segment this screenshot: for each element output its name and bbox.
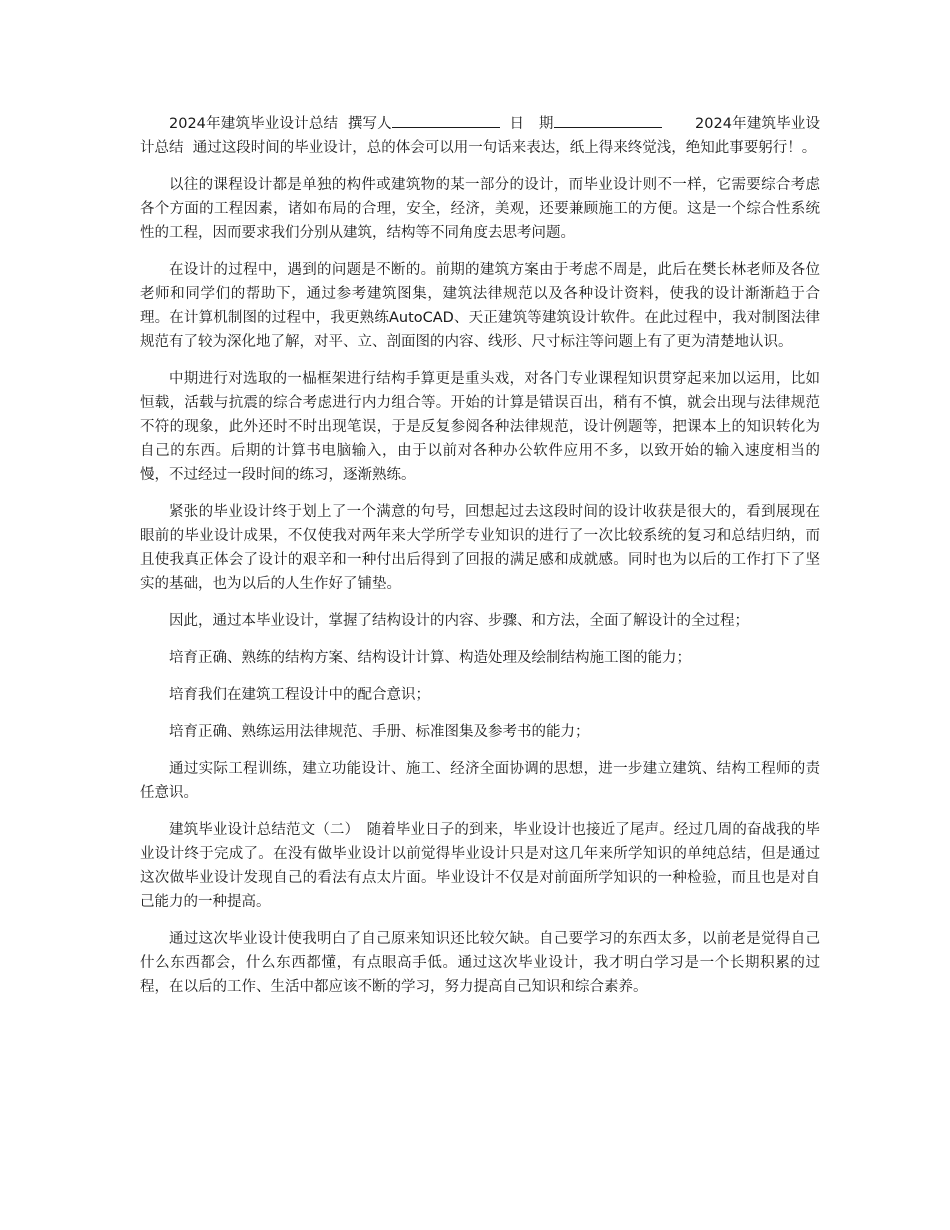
date-label: 日 期 bbox=[509, 116, 554, 132]
author-blank bbox=[392, 113, 500, 128]
body-paragraph: 以往的课程设计都是单独的构件或建筑物的某一部分的设计，而毕业设计则不一样，它需要综合考虑各个方面的工程因素，诸如布局的合理，安全，经济，美观，还要兼顾施工的方便。这是一个综合性系统性的工程，因而要求我们分别从建筑，结构等不同角度去思考问题。 bbox=[140, 177, 820, 241]
body-paragraph: 建筑毕业设计总结范文（二） 随着毕业日子的到来，毕业设计也接近了尾声。经过几周的奋战我的毕业设计终于完成了。在没有做毕业设计以前觉得毕业设计只是对这几年来所学知识的单纯总结，但是通过这次做毕业设计发现自己的看法有点太片面。毕业设计不仅是对前面所学知识的一种检验，而且也是对自己能力的一种提高。 bbox=[140, 822, 820, 910]
intro-text: 通过这段时间的毕业设计，总的体会可以用一句话来表达，纸上得来终觉浅，绝知此事要躬行！。 bbox=[192, 140, 817, 156]
body-paragraph: 因此，通过本毕业设计，掌握了结构设计的内容、步骤、和方法，全面了解设计的全过程； bbox=[169, 613, 749, 629]
author-label: 撰写人 bbox=[347, 116, 392, 132]
body-paragraph: 紧张的毕业设计终于划上了一个满意的句号，回想起过去这段时间的设计收获是很大的，看到展现在眼前的毕业设计成果，不仅使我对两年来大学所学专业知识的进行了一次比较系统的复习和总结归纳，而且使我真正体会了设计的艰辛和一种付出后得到了回报的满足感和成就感。同时也为以后的工作打下了坚实的基础，也为以后的人生作好了铺垫。 bbox=[140, 504, 820, 592]
document-title-repeat: 2024年建筑毕业设计总结 bbox=[140, 116, 821, 156]
header-paragraph bbox=[140, 112, 820, 160]
body-paragraph: 通过实际工程训练，建立功能设计、施工、经济全面协调的思想，进一步建立建筑、结构工程师的责任意识。 bbox=[140, 761, 820, 801]
document-title: 2024年建筑毕业设计总结 bbox=[169, 116, 339, 132]
body-paragraph: 培育我们在建筑工程设计中的配合意识； bbox=[169, 687, 430, 703]
body-paragraph: 通过这次毕业设计使我明白了自己原来知识还比较欠缺。自己要学习的东西太多，以前老是觉得自己什么东西都会，什么东西都懂，有点眼高手低。通过这次毕业设计，我才明白学习是一个长期积累的过程，在以后的工作、生活中都应该不断的学习，努力提高自己知识和综合素养。 bbox=[140, 931, 820, 995]
body-paragraph: 培育正确、熟练运用法律规范、手册、标准图集及参考书的能力； bbox=[169, 724, 590, 740]
body-paragraph: 培育正确、熟练的结构方案、结构设计计算、构造处理及绘制结构施工图的能力； bbox=[169, 650, 691, 666]
body-paragraph: 在设计的过程中，遇到的问题是不断的。前期的建筑方案由于考虑不周是，此后在樊长林老师及各位老师和同学们的帮助下，通过参考建筑图集，建筑法律规范以及各种设计资料，使我的设计渐渐趋于合理。在计算机制图的过程中，我更熟练AutoCAD、天正建筑等建筑设计软件。在此过程中，我对制图法律规范有了较为深化地了解，对平、立、剖面图的内容、线形、尺寸标注等问题上有了更为清楚地认识。 bbox=[140, 262, 820, 350]
body-paragraph: 中期进行对选取的一榀框架进行结构手算更是重头戏，对各门专业课程知识贯穿起来加以运用，比如恒载，活载与抗震的综合考虑进行内力组合等。开始的计算是错误百出，稍有不慎，就会出现与法律规范不符的现象，此外还时不时出现笔误，于是反复参阅各种法律规范，设计例题等，把课本上的知识转化为自己的东西。后期的计算书电脑输入，由于以前对各种办公软件应用不多，以致开始的输入速度相当的慢，不过经过一段时间的练习，逐渐熟练。 bbox=[140, 371, 820, 483]
date-blank bbox=[554, 113, 662, 128]
document-body bbox=[140, 112, 820, 1012]
